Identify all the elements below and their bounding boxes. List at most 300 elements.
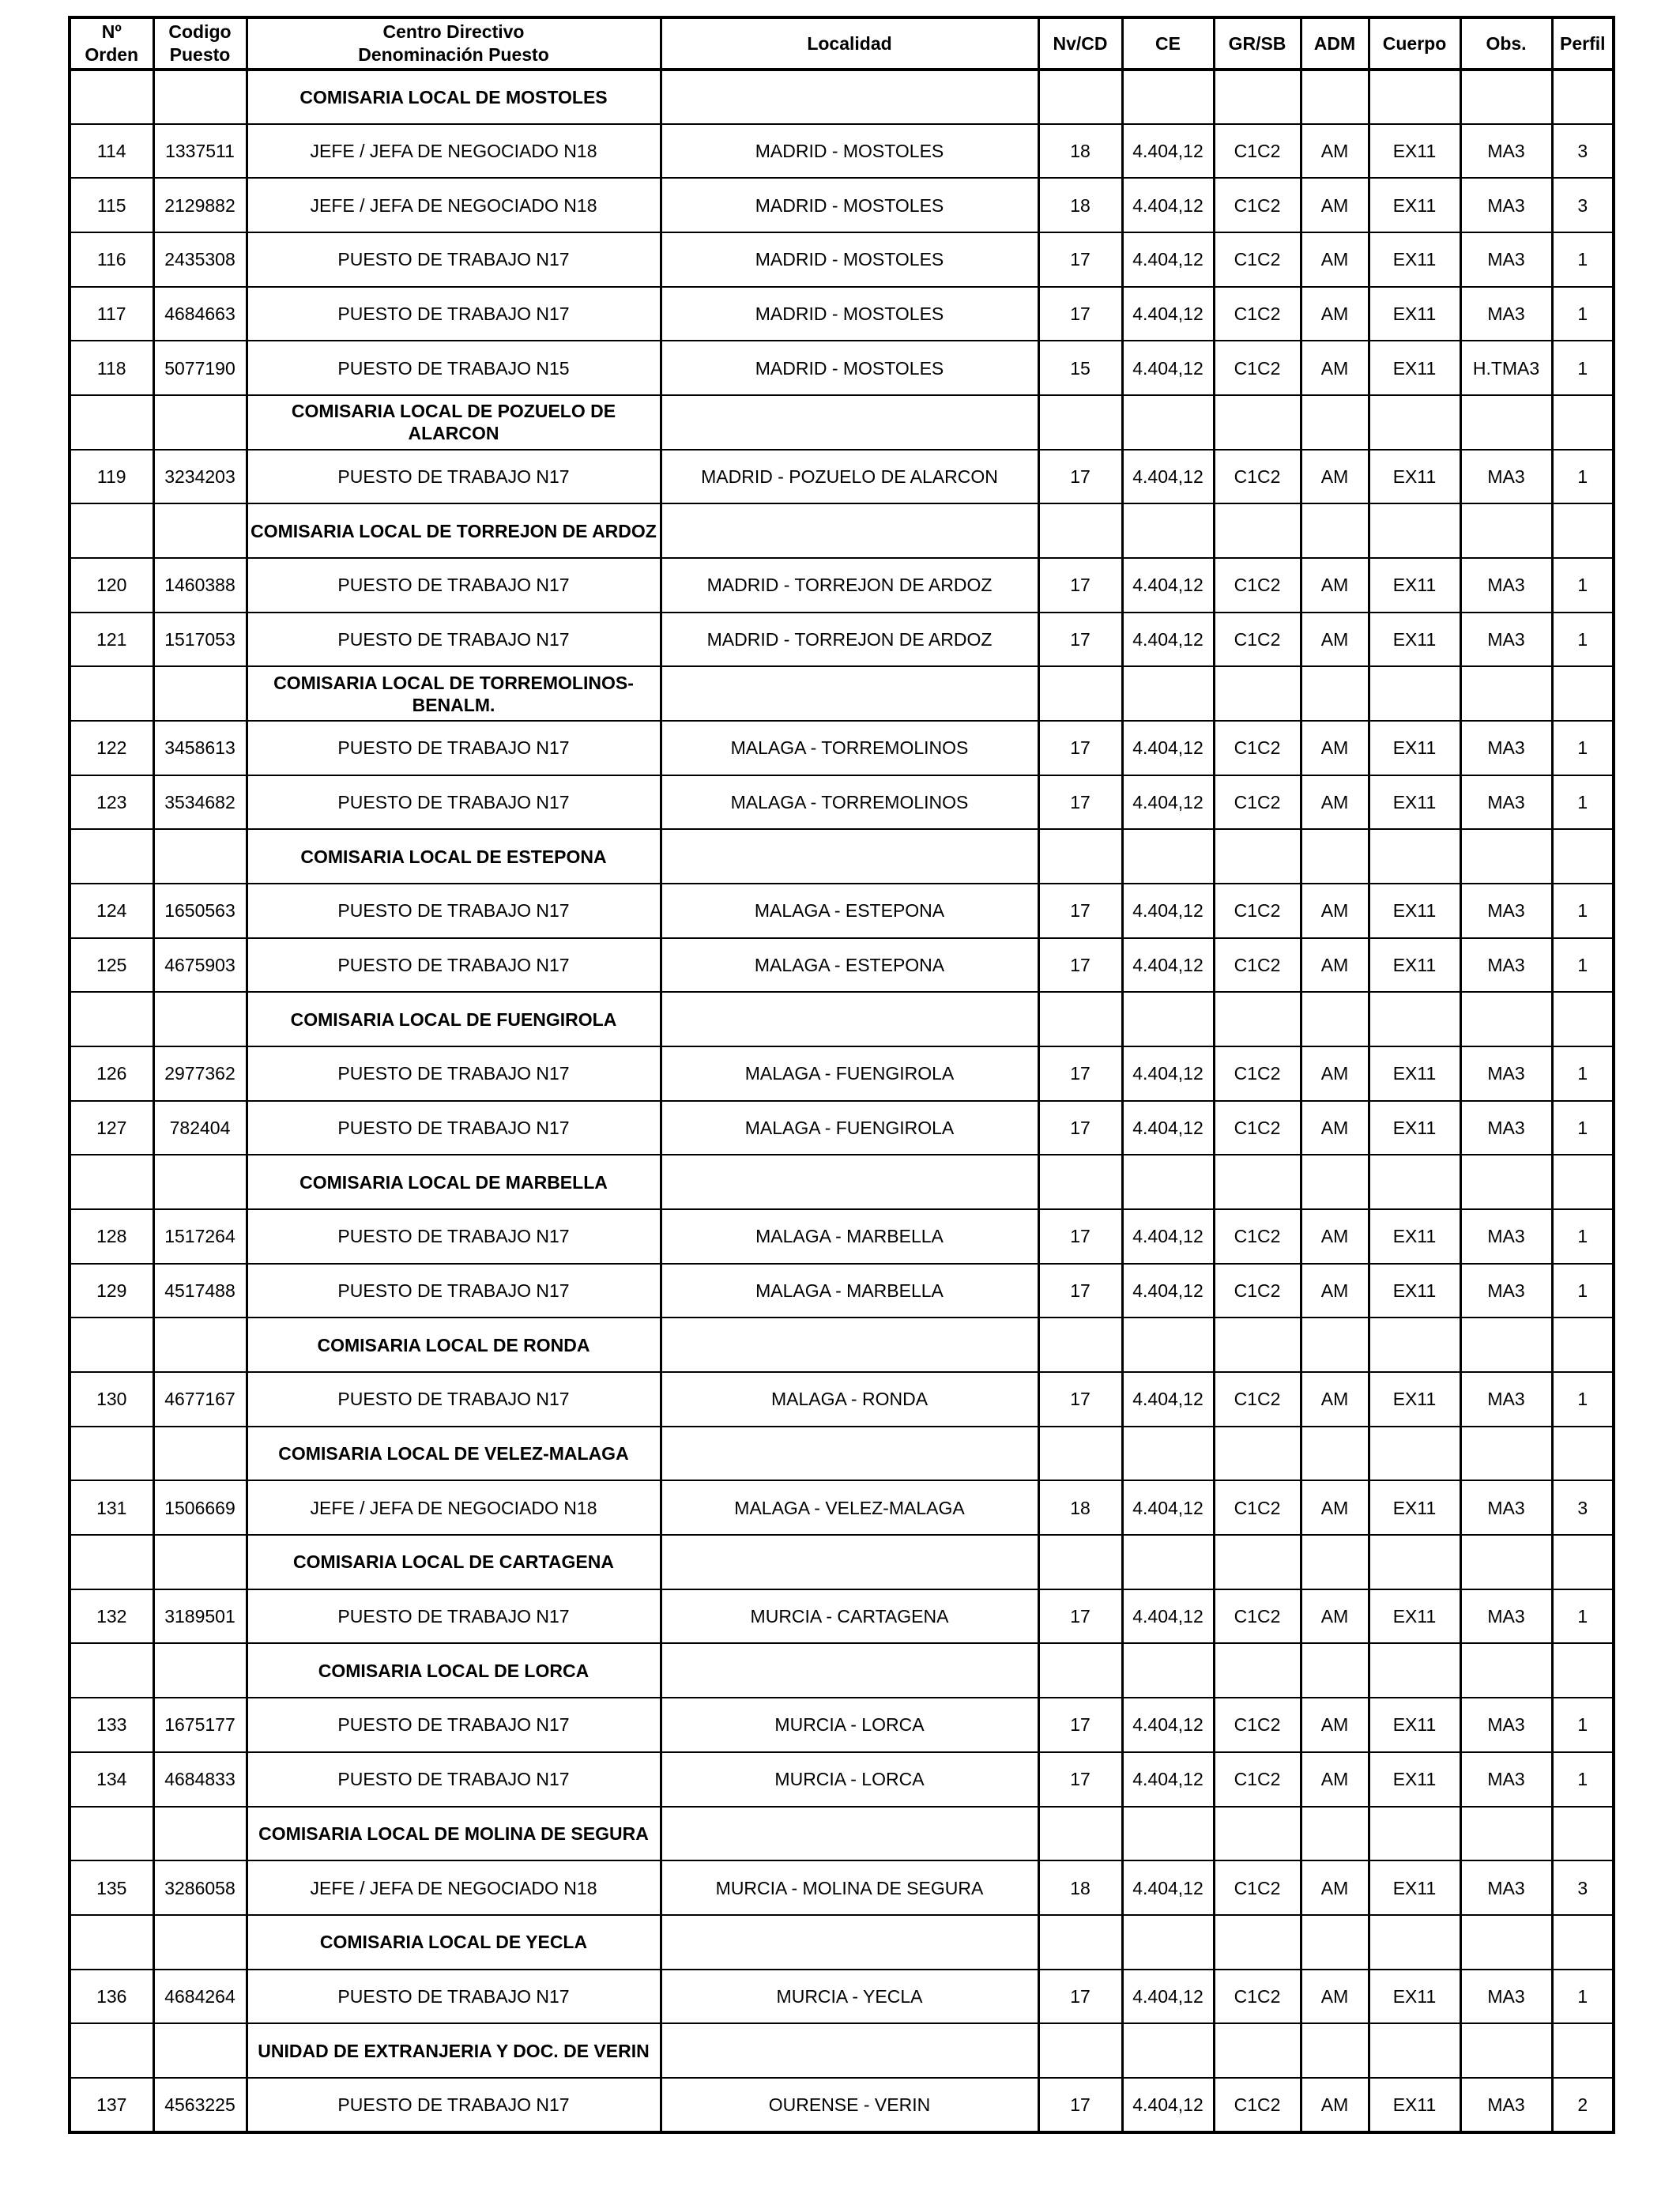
empty-cell bbox=[1214, 70, 1301, 124]
codigo-cell: 1337511 bbox=[153, 124, 247, 179]
centro-directivo-title: COMISARIA LOCAL DE TORREJON DE ARDOZ bbox=[247, 503, 661, 558]
empty-cell bbox=[1369, 2023, 1460, 2078]
codigo-cell: 2977362 bbox=[153, 1046, 247, 1101]
col-obs-header: Obs. bbox=[1460, 17, 1552, 70]
obs-cell: MA3 bbox=[1460, 558, 1552, 613]
ce-cell: 4.404,12 bbox=[1122, 1101, 1214, 1155]
adm-cell: AM bbox=[1301, 1860, 1369, 1915]
empty-cell bbox=[1122, 1427, 1214, 1481]
empty-cell bbox=[153, 1427, 247, 1481]
orden-cell: 122 bbox=[70, 721, 153, 775]
cuerpo-cell: EX11 bbox=[1369, 124, 1460, 179]
localidad-cell: MADRID - TORREJON DE ARDOZ bbox=[661, 613, 1038, 667]
localidad-cell: MALAGA - MARBELLA bbox=[661, 1209, 1038, 1264]
empty-cell bbox=[1038, 1643, 1122, 1698]
empty-cell bbox=[1460, 1155, 1552, 1209]
localidad-cell: MALAGA - ESTEPONA bbox=[661, 938, 1038, 993]
codigo-cell: 3534682 bbox=[153, 775, 247, 830]
group-header-row bbox=[70, 992, 1614, 1046]
empty-cell bbox=[1552, 1155, 1614, 1209]
denominacion-cell: PUESTO DE TRABAJO N17 bbox=[247, 1752, 661, 1807]
empty-cell bbox=[1552, 1318, 1614, 1372]
perfil-cell: 1 bbox=[1552, 341, 1614, 395]
adm-cell: AM bbox=[1301, 341, 1369, 395]
grupo-cell: C1C2 bbox=[1214, 775, 1301, 830]
localidad-cell: MADRID - MOSTOLES bbox=[661, 341, 1038, 395]
codigo-cell: 3234203 bbox=[153, 450, 247, 504]
grupo-cell: C1C2 bbox=[1214, 558, 1301, 613]
empty-cell bbox=[1214, 666, 1301, 721]
table-row bbox=[70, 1209, 1614, 1264]
adm-cell: AM bbox=[1301, 1101, 1369, 1155]
table-row bbox=[70, 884, 1614, 938]
grupo-cell: C1C2 bbox=[1214, 1970, 1301, 2024]
nivel-cell: 15 bbox=[1038, 341, 1122, 395]
denominacion-cell: PUESTO DE TRABAJO N17 bbox=[247, 450, 661, 504]
adm-cell: AM bbox=[1301, 1372, 1369, 1427]
empty-cell bbox=[1122, 2023, 1214, 2078]
nivel-cell: 17 bbox=[1038, 1698, 1122, 1752]
empty-cell bbox=[1122, 1155, 1214, 1209]
empty-cell bbox=[1460, 395, 1552, 450]
nivel-cell: 17 bbox=[1038, 287, 1122, 341]
empty-cell bbox=[1301, 1155, 1369, 1209]
cuerpo-cell: EX11 bbox=[1369, 1046, 1460, 1101]
empty-cell bbox=[1038, 1155, 1122, 1209]
codigo-cell: 4563225 bbox=[153, 2078, 247, 2132]
orden-cell: 129 bbox=[70, 1264, 153, 1318]
header-row bbox=[70, 17, 1614, 70]
nivel-cell: 18 bbox=[1038, 1860, 1122, 1915]
group-header-row bbox=[70, 1535, 1614, 1589]
empty-cell bbox=[661, 503, 1038, 558]
empty-cell bbox=[1460, 1427, 1552, 1481]
ce-cell: 4.404,12 bbox=[1122, 1480, 1214, 1535]
empty-cell bbox=[1369, 1318, 1460, 1372]
denominacion-cell: PUESTO DE TRABAJO N17 bbox=[247, 232, 661, 287]
empty-cell bbox=[1460, 992, 1552, 1046]
centro-directivo-title: COMISARIA LOCAL DE RONDA bbox=[247, 1318, 661, 1372]
codigo-cell: 5077190 bbox=[153, 341, 247, 395]
empty-cell bbox=[1038, 1427, 1122, 1481]
localidad-cell: MURCIA - LORCA bbox=[661, 1698, 1038, 1752]
adm-cell: AM bbox=[1301, 775, 1369, 830]
empty-cell bbox=[1122, 1807, 1214, 1861]
perfil-cell: 1 bbox=[1552, 1372, 1614, 1427]
obs-cell: MA3 bbox=[1460, 178, 1552, 232]
empty-cell bbox=[1214, 2023, 1301, 2078]
empty-cell bbox=[1122, 395, 1214, 450]
ce-cell: 4.404,12 bbox=[1122, 1372, 1214, 1427]
empty-cell bbox=[661, 829, 1038, 884]
adm-cell: AM bbox=[1301, 721, 1369, 775]
cuerpo-cell: EX11 bbox=[1369, 775, 1460, 830]
denominacion-cell: PUESTO DE TRABAJO N17 bbox=[247, 1589, 661, 1644]
empty-cell bbox=[1214, 1643, 1301, 1698]
table-row bbox=[70, 1860, 1614, 1915]
codigo-cell: 4684264 bbox=[153, 1970, 247, 2024]
empty-cell bbox=[1122, 992, 1214, 1046]
perfil-cell: 1 bbox=[1552, 613, 1614, 667]
group-header-row bbox=[70, 503, 1614, 558]
grupo-cell: C1C2 bbox=[1214, 721, 1301, 775]
ce-cell: 4.404,12 bbox=[1122, 2078, 1214, 2132]
denominacion-cell: PUESTO DE TRABAJO N17 bbox=[247, 1209, 661, 1264]
obs-cell: MA3 bbox=[1460, 1209, 1552, 1264]
ce-cell: 4.404,12 bbox=[1122, 1046, 1214, 1101]
empty-cell bbox=[1038, 503, 1122, 558]
empty-cell bbox=[70, 1807, 153, 1861]
ce-cell: 4.404,12 bbox=[1122, 613, 1214, 667]
denominacion-cell: PUESTO DE TRABAJO N17 bbox=[247, 1046, 661, 1101]
empty-cell bbox=[70, 1915, 153, 1970]
obs-cell: MA3 bbox=[1460, 884, 1552, 938]
group-header-row bbox=[70, 395, 1614, 450]
col-denominacion-header: Centro Directivo Denominación Puesto bbox=[247, 17, 661, 70]
empty-cell bbox=[1038, 1807, 1122, 1861]
empty-cell bbox=[1038, 1915, 1122, 1970]
orden-cell: 136 bbox=[70, 1970, 153, 2024]
empty-cell bbox=[153, 70, 247, 124]
codigo-cell: 1460388 bbox=[153, 558, 247, 613]
empty-cell bbox=[661, 1318, 1038, 1372]
empty-cell bbox=[70, 992, 153, 1046]
nivel-cell: 17 bbox=[1038, 2078, 1122, 2132]
obs-cell: MA3 bbox=[1460, 1372, 1552, 1427]
centro-directivo-title: COMISARIA LOCAL DE TORREMOLINOS-BENALM. bbox=[247, 666, 661, 721]
empty-cell bbox=[1552, 1915, 1614, 1970]
empty-cell bbox=[1552, 1427, 1614, 1481]
grupo-cell: C1C2 bbox=[1214, 1209, 1301, 1264]
orden-cell: 126 bbox=[70, 1046, 153, 1101]
empty-cell bbox=[661, 992, 1038, 1046]
nivel-cell: 18 bbox=[1038, 124, 1122, 179]
empty-cell bbox=[1038, 666, 1122, 721]
table-row bbox=[70, 613, 1614, 667]
empty-cell bbox=[661, 1155, 1038, 1209]
empty-cell bbox=[1214, 1915, 1301, 1970]
table-row bbox=[70, 1372, 1614, 1427]
empty-cell bbox=[1369, 1535, 1460, 1589]
obs-cell: MA3 bbox=[1460, 1101, 1552, 1155]
codigo-cell: 1650563 bbox=[153, 884, 247, 938]
cuerpo-cell: EX11 bbox=[1369, 558, 1460, 613]
cuerpo-cell: EX11 bbox=[1369, 1264, 1460, 1318]
perfil-cell: 1 bbox=[1552, 938, 1614, 993]
empty-cell bbox=[1214, 1155, 1301, 1209]
denominacion-cell: JEFE / JEFA DE NEGOCIADO N18 bbox=[247, 124, 661, 179]
perfil-cell: 3 bbox=[1552, 1480, 1614, 1535]
ce-cell: 4.404,12 bbox=[1122, 938, 1214, 993]
centro-directivo-title: COMISARIA LOCAL DE YECLA bbox=[247, 1915, 661, 1970]
nivel-cell: 17 bbox=[1038, 1752, 1122, 1807]
localidad-cell: MALAGA - FUENGIROLA bbox=[661, 1101, 1038, 1155]
grupo-cell: C1C2 bbox=[1214, 1372, 1301, 1427]
table-row bbox=[70, 938, 1614, 993]
orden-cell: 116 bbox=[70, 232, 153, 287]
denominacion-cell: PUESTO DE TRABAJO N17 bbox=[247, 775, 661, 830]
grupo-cell: C1C2 bbox=[1214, 2078, 1301, 2132]
denominacion-cell: JEFE / JEFA DE NEGOCIADO N18 bbox=[247, 178, 661, 232]
empty-cell bbox=[1369, 1643, 1460, 1698]
grupo-cell: C1C2 bbox=[1214, 1698, 1301, 1752]
perfil-cell: 1 bbox=[1552, 1046, 1614, 1101]
obs-cell: MA3 bbox=[1460, 2078, 1552, 2132]
localidad-cell: MADRID - POZUELO DE ALARCON bbox=[661, 450, 1038, 504]
localidad-cell: MALAGA - TORREMOLINOS bbox=[661, 721, 1038, 775]
group-header-row bbox=[70, 70, 1614, 124]
empty-cell bbox=[70, 2023, 153, 2078]
localidad-cell: MURCIA - YECLA bbox=[661, 1970, 1038, 2024]
group-header-row bbox=[70, 1427, 1614, 1481]
ce-cell: 4.404,12 bbox=[1122, 1589, 1214, 1644]
codigo-cell: 1517053 bbox=[153, 613, 247, 667]
grupo-cell: C1C2 bbox=[1214, 124, 1301, 179]
adm-cell: AM bbox=[1301, 2078, 1369, 2132]
denominacion-cell: PUESTO DE TRABAJO N17 bbox=[247, 1970, 661, 2024]
obs-cell: MA3 bbox=[1460, 613, 1552, 667]
empty-cell bbox=[661, 666, 1038, 721]
empty-cell bbox=[1122, 1318, 1214, 1372]
grupo-cell: C1C2 bbox=[1214, 1264, 1301, 1318]
col-perfil-header: Perfil bbox=[1552, 17, 1614, 70]
col-grupo-header: GR/SB bbox=[1214, 17, 1301, 70]
adm-cell: AM bbox=[1301, 1698, 1369, 1752]
ce-cell: 4.404,12 bbox=[1122, 1970, 1214, 2024]
empty-cell bbox=[153, 1807, 247, 1861]
adm-cell: AM bbox=[1301, 124, 1369, 179]
empty-cell bbox=[1038, 992, 1122, 1046]
perfil-cell: 1 bbox=[1552, 775, 1614, 830]
empty-cell bbox=[1552, 666, 1614, 721]
adm-cell: AM bbox=[1301, 1209, 1369, 1264]
ce-cell: 4.404,12 bbox=[1122, 232, 1214, 287]
nivel-cell: 17 bbox=[1038, 232, 1122, 287]
empty-cell bbox=[1038, 1318, 1122, 1372]
nivel-cell: 17 bbox=[1038, 1101, 1122, 1155]
empty-cell bbox=[153, 1915, 247, 1970]
denominacion-cell: PUESTO DE TRABAJO N17 bbox=[247, 938, 661, 993]
empty-cell bbox=[1369, 1807, 1460, 1861]
obs-cell: MA3 bbox=[1460, 775, 1552, 830]
empty-cell bbox=[1552, 503, 1614, 558]
empty-cell bbox=[153, 992, 247, 1046]
denominacion-cell: PUESTO DE TRABAJO N17 bbox=[247, 287, 661, 341]
empty-cell bbox=[1369, 992, 1460, 1046]
empty-cell bbox=[153, 2023, 247, 2078]
empty-cell bbox=[1552, 2023, 1614, 2078]
empty-cell bbox=[1122, 70, 1214, 124]
cuerpo-cell: EX11 bbox=[1369, 341, 1460, 395]
grupo-cell: C1C2 bbox=[1214, 1101, 1301, 1155]
cuerpo-cell: EX11 bbox=[1369, 1209, 1460, 1264]
cuerpo-cell: EX11 bbox=[1369, 450, 1460, 504]
adm-cell: AM bbox=[1301, 1970, 1369, 2024]
empty-cell bbox=[1369, 1915, 1460, 1970]
orden-cell: 125 bbox=[70, 938, 153, 993]
ce-cell: 4.404,12 bbox=[1122, 1860, 1214, 1915]
empty-cell bbox=[1460, 1807, 1552, 1861]
ce-cell: 4.404,12 bbox=[1122, 1264, 1214, 1318]
perfil-cell: 1 bbox=[1552, 1698, 1614, 1752]
empty-cell bbox=[70, 70, 153, 124]
empty-cell bbox=[1552, 992, 1614, 1046]
denominacion-cell: PUESTO DE TRABAJO N17 bbox=[247, 558, 661, 613]
empty-cell bbox=[1552, 1807, 1614, 1861]
adm-cell: AM bbox=[1301, 1589, 1369, 1644]
empty-cell bbox=[1038, 395, 1122, 450]
denominacion-cell: PUESTO DE TRABAJO N17 bbox=[247, 613, 661, 667]
orden-cell: 120 bbox=[70, 558, 153, 613]
empty-cell bbox=[1122, 1915, 1214, 1970]
empty-cell bbox=[70, 666, 153, 721]
empty-cell bbox=[1369, 503, 1460, 558]
empty-cell bbox=[1038, 70, 1122, 124]
empty-cell bbox=[1369, 666, 1460, 721]
denominacion-cell: PUESTO DE TRABAJO N17 bbox=[247, 721, 661, 775]
denominacion-cell: PUESTO DE TRABAJO N17 bbox=[247, 2078, 661, 2132]
orden-cell: 117 bbox=[70, 287, 153, 341]
empty-cell bbox=[1214, 1427, 1301, 1481]
empty-cell bbox=[661, 1643, 1038, 1698]
col-localidad-header: Localidad bbox=[661, 17, 1038, 70]
cuerpo-cell: EX11 bbox=[1369, 178, 1460, 232]
table-row bbox=[70, 721, 1614, 775]
centro-directivo-title: COMISARIA LOCAL DE CARTAGENA bbox=[247, 1535, 661, 1589]
centro-directivo-title: COMISARIA LOCAL DE MOSTOLES bbox=[247, 70, 661, 124]
empty-cell bbox=[1214, 503, 1301, 558]
empty-cell bbox=[153, 1643, 247, 1698]
nivel-cell: 17 bbox=[1038, 1264, 1122, 1318]
empty-cell bbox=[1369, 1155, 1460, 1209]
empty-cell bbox=[1552, 395, 1614, 450]
obs-cell: MA3 bbox=[1460, 721, 1552, 775]
group-header-row bbox=[70, 1643, 1614, 1698]
table-row bbox=[70, 1046, 1614, 1101]
orden-cell: 137 bbox=[70, 2078, 153, 2132]
perfil-cell: 1 bbox=[1552, 1970, 1614, 2024]
obs-cell: MA3 bbox=[1460, 1480, 1552, 1535]
group-header-row bbox=[70, 1155, 1614, 1209]
empty-cell bbox=[1122, 1535, 1214, 1589]
nivel-cell: 17 bbox=[1038, 721, 1122, 775]
empty-cell bbox=[70, 1318, 153, 1372]
empty-cell bbox=[1122, 666, 1214, 721]
nivel-cell: 17 bbox=[1038, 1372, 1122, 1427]
denominacion-cell: PUESTO DE TRABAJO N15 bbox=[247, 341, 661, 395]
adm-cell: AM bbox=[1301, 558, 1369, 613]
empty-cell bbox=[1301, 395, 1369, 450]
cuerpo-cell: EX11 bbox=[1369, 287, 1460, 341]
orden-cell: 127 bbox=[70, 1101, 153, 1155]
table-row bbox=[70, 124, 1614, 179]
empty-cell bbox=[1214, 1318, 1301, 1372]
adm-cell: AM bbox=[1301, 287, 1369, 341]
empty-cell bbox=[1301, 2023, 1369, 2078]
cuerpo-cell: EX11 bbox=[1369, 1480, 1460, 1535]
ce-cell: 4.404,12 bbox=[1122, 721, 1214, 775]
empty-cell bbox=[1552, 70, 1614, 124]
localidad-cell: MALAGA - RONDA bbox=[661, 1372, 1038, 1427]
empty-cell bbox=[153, 503, 247, 558]
denominacion-cell: PUESTO DE TRABAJO N17 bbox=[247, 1101, 661, 1155]
empty-cell bbox=[70, 1643, 153, 1698]
perfil-cell: 1 bbox=[1552, 1264, 1614, 1318]
orden-cell: 118 bbox=[70, 341, 153, 395]
perfil-cell: 3 bbox=[1552, 124, 1614, 179]
adm-cell: AM bbox=[1301, 1264, 1369, 1318]
group-header-row bbox=[70, 1318, 1614, 1372]
orden-cell: 121 bbox=[70, 613, 153, 667]
table-body bbox=[70, 70, 1614, 2132]
localidad-cell: MALAGA - FUENGIROLA bbox=[661, 1046, 1038, 1101]
centro-directivo-title: COMISARIA LOCAL DE POZUELO DE ALARCON bbox=[247, 395, 661, 450]
ce-cell: 4.404,12 bbox=[1122, 1209, 1214, 1264]
orden-cell: 119 bbox=[70, 450, 153, 504]
ce-cell: 4.404,12 bbox=[1122, 884, 1214, 938]
ce-cell: 4.404,12 bbox=[1122, 178, 1214, 232]
perfil-cell: 1 bbox=[1552, 1101, 1614, 1155]
obs-cell: MA3 bbox=[1460, 1698, 1552, 1752]
orden-cell: 114 bbox=[70, 124, 153, 179]
empty-cell bbox=[661, 1427, 1038, 1481]
grupo-cell: C1C2 bbox=[1214, 450, 1301, 504]
empty-cell bbox=[1460, 666, 1552, 721]
localidad-cell: OURENSE - VERIN bbox=[661, 2078, 1038, 2132]
empty-cell bbox=[1301, 1643, 1369, 1698]
adm-cell: AM bbox=[1301, 884, 1369, 938]
orden-cell: 130 bbox=[70, 1372, 153, 1427]
cuerpo-cell: EX11 bbox=[1369, 721, 1460, 775]
denominacion-cell: PUESTO DE TRABAJO N17 bbox=[247, 1264, 661, 1318]
table-row bbox=[70, 341, 1614, 395]
empty-cell bbox=[1369, 70, 1460, 124]
empty-cell bbox=[1214, 395, 1301, 450]
localidad-cell: MADRID - MOSTOLES bbox=[661, 287, 1038, 341]
perfil-cell: 2 bbox=[1552, 2078, 1614, 2132]
perfil-cell: 1 bbox=[1552, 721, 1614, 775]
localidad-cell: MURCIA - MOLINA DE SEGURA bbox=[661, 1860, 1038, 1915]
localidad-cell: MADRID - MOSTOLES bbox=[661, 178, 1038, 232]
nivel-cell: 17 bbox=[1038, 1209, 1122, 1264]
localidad-cell: MADRID - MOSTOLES bbox=[661, 124, 1038, 179]
empty-cell bbox=[1369, 829, 1460, 884]
orden-cell: 132 bbox=[70, 1589, 153, 1644]
empty-cell bbox=[70, 1427, 153, 1481]
empty-cell bbox=[661, 1915, 1038, 1970]
group-header-row bbox=[70, 666, 1614, 721]
group-header-row bbox=[70, 829, 1614, 884]
empty-cell bbox=[1301, 666, 1369, 721]
empty-cell bbox=[1038, 829, 1122, 884]
denominacion-cell: JEFE / JEFA DE NEGOCIADO N18 bbox=[247, 1480, 661, 1535]
table-row bbox=[70, 287, 1614, 341]
ce-cell: 4.404,12 bbox=[1122, 558, 1214, 613]
grupo-cell: C1C2 bbox=[1214, 341, 1301, 395]
perfil-cell: 3 bbox=[1552, 1860, 1614, 1915]
empty-cell bbox=[1301, 992, 1369, 1046]
empty-cell bbox=[1038, 1535, 1122, 1589]
empty-cell bbox=[153, 666, 247, 721]
cuerpo-cell: EX11 bbox=[1369, 1372, 1460, 1427]
codigo-cell: 1675177 bbox=[153, 1698, 247, 1752]
codigo-cell: 4517488 bbox=[153, 1264, 247, 1318]
col-orden-header: Nº Orden bbox=[70, 17, 153, 70]
cuerpo-cell: EX11 bbox=[1369, 1970, 1460, 2024]
centro-directivo-title: COMISARIA LOCAL DE VELEZ-MALAGA bbox=[247, 1427, 661, 1481]
grupo-cell: C1C2 bbox=[1214, 1752, 1301, 1807]
group-header-row bbox=[70, 1915, 1614, 1970]
